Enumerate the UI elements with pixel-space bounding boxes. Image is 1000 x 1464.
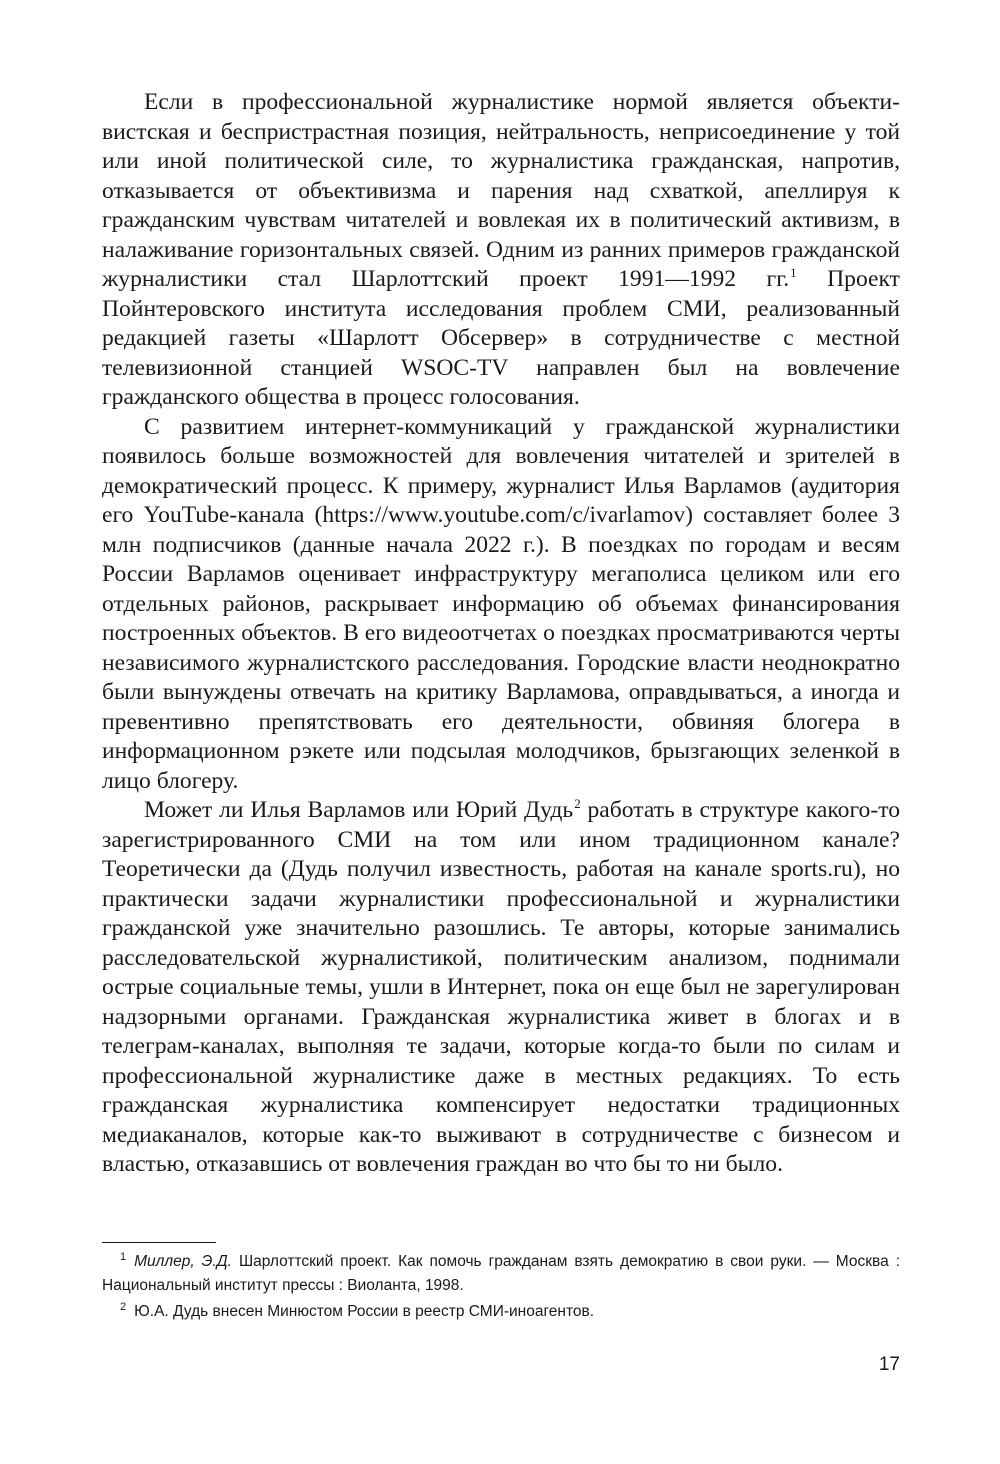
- paragraph-1: [102, 88, 900, 413]
- paragraph-3-continuation: работать в структуре какого-то зарегистрированного СМИ на том или ином традиционном канале? Теоретически да (Дудь получил известность, работая на канале sports.ru), но практически задачи журналистики профессиональной и журналистики гражданской уже значительно разошлись. Те авторы, которые занимались расследовательской журналистикой, политическим анализом, поднимали острые социальные темы, ушли в Интернет, пока он еще был не зарегулирован надзорными органами. Гражданская журналистика живет в блогах и в телеграм-каналах, выполняя те задачи, которые когда-то были по силам и профессиональной журналистике даже в местных редакциях. То есть гражданская журналистика компенсирует недостатки традиционных медиаканалов, которые как-то выживают в сотрудничестве с бизнесом и властью, отказавшись от вовлечения граждан во что бы то ни было.: [102, 797, 900, 1177]
- footnote-1-text: Шарлоттский проект. Как помочь гражданам взять демократию в свои руки. — Москва : Национальный институт прессы : Виоланта, 1998.: [102, 1253, 900, 1294]
- main-text: [102, 88, 900, 1180]
- paragraph-1-continuation: Проект Пойнтеровского института исследования проблем СМИ, реализованный редакцией газеты «Шарлотт Обсервер» в сотрудничестве с местной телевизионной станцией WSOC-TV направлен был на вовлечение гражданского общества в процесс голосования.: [102, 266, 900, 410]
- paragraph-3: [102, 796, 900, 1180]
- footnotes: [102, 1250, 900, 1327]
- paragraph-3-text: Может ли Илья Варламов или Юрий Дудь: [144, 797, 574, 823]
- footnote-2-text: Ю.А. Дудь внесен Минюстом России в реестр СМИ-иноагентов.: [134, 1303, 595, 1320]
- footnote-1-author: Миллер, Э.Д.: [134, 1253, 232, 1270]
- footnote-ref-2[interactable]: 2: [574, 796, 581, 811]
- paragraph-2: [102, 413, 900, 797]
- footnote-2-number: 2: [120, 1301, 127, 1313]
- footnote-2: [102, 1300, 900, 1324]
- footnote-1-number: 1: [120, 1251, 127, 1263]
- footnote-1: [102, 1250, 900, 1297]
- paragraph-1-text: Если в профессиональной журналистике нормой является объективистская и беспристрастная позиция, нейтральность, неприсоединение у той или иной политической силе, то журналистика гражданская, напротив, отказывается от объективизма и парения над схваткой, апеллируя к гражданским чувствам читателей и вовлекая их в политический активизм, в налаживание горизонтальных связей. Одним из ранних примеров гражданской журналистики стал Шарлоттский проект 1991—1992 гг.: [102, 89, 900, 292]
- footnote-ref-1[interactable]: 1: [790, 265, 797, 280]
- footnote-divider: [102, 1242, 216, 1243]
- page-number: 17: [878, 1354, 900, 1375]
- paragraph-2-text: С развитием интернет-коммуникаций у гражданской журналистики появилось больше возможностей для вовлечения читателей и зрителей в демократический процесс. К примеру, журналист Илья Варламов (аудитория его YouTube-канала (https://www.youtube.com/c/ivarlamov) составляет более 3 млн подписчиков (данные начала 2022 г.). В поездках по городам и весям России Варламов оценивает инфраструктуру мегаполиса целиком или его отдельных районов, раскрывает информацию об объемах финансирования построенных объектов. В его видеоотчетах о поездках просматриваются черты независимого журналистского расследования. Городские власти неоднократно были вынуждены отвечать на критику Варламова, оправдываться, а иногда и превентивно препятствовать его деятельности, обвиняя блогера в информационном рэкете или подсылая молодчиков, брызгающих зеленкой в лицо блогеру.: [102, 413, 900, 794]
